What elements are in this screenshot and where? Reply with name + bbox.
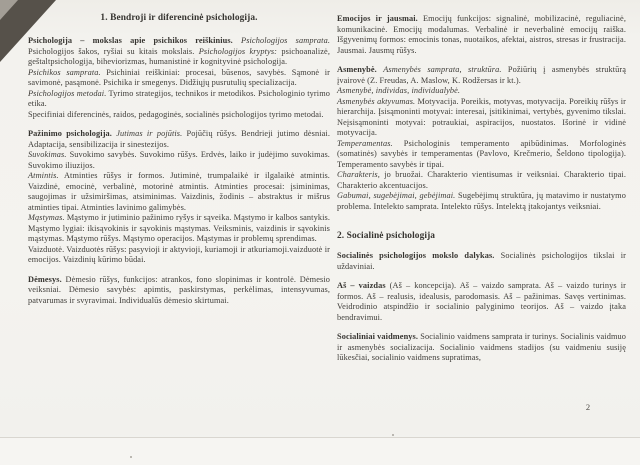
page-corner-fold-tip bbox=[0, 0, 18, 20]
text-run: psichoanalizė, geštaltpsichologija, biheviorizmas, humanistinė ir kognityvinė psichologija. bbox=[28, 46, 330, 66]
text-run: 2. Socialinė psichologija bbox=[337, 231, 436, 241]
paragraph bbox=[28, 150, 330, 171]
text-run: Temperamentas. bbox=[337, 138, 393, 148]
paragraph bbox=[28, 213, 330, 245]
text-run: Psichiniai reiškiniai: procesai, būsenos, savybės. Sąmonė ir savimonė, pasąmonė. Psichika ir smegenys. Didžiųjų pusrutulių specializacija. bbox=[28, 67, 330, 87]
text-run: Asmenybės aktyvumas. bbox=[337, 96, 416, 106]
paragraph bbox=[337, 191, 626, 212]
paragraph bbox=[337, 332, 626, 364]
paragraph bbox=[337, 251, 626, 272]
text-run: Dėmesys. bbox=[28, 274, 62, 284]
text-run: Socialinės psichologijos tikslai ir uždaviniai. bbox=[337, 251, 626, 271]
paragraph bbox=[337, 86, 626, 97]
paragraph bbox=[337, 170, 626, 191]
text-run: Emocijų funkcijos: signalinė, mobilizacinė, reguliacinė, komunikacinė. Emocijų modalumas. Verbalinė ir neverbalinė emocijų raiška. Išgyvenimų formos: emocinis tonas, nuotaikos, afektai, aistros, stresas ir frustracija. Jausmai. Jausmų rūšys. bbox=[337, 14, 626, 55]
paragraph bbox=[28, 68, 330, 89]
paragraph-gap bbox=[28, 266, 330, 275]
paragraph bbox=[28, 171, 330, 213]
text-run: 1. Bendroji ir diferencinė psichologija. bbox=[100, 13, 258, 23]
text-run: Mąstymas. bbox=[28, 213, 65, 222]
left-column bbox=[28, 12, 330, 306]
text-run: Socialinės psichologijos mokslo dalykas. bbox=[337, 251, 495, 260]
right-column bbox=[337, 14, 626, 364]
paragraph bbox=[28, 110, 330, 121]
text-run: Asmenybės samprata, struktūra. bbox=[383, 65, 502, 74]
paragraph bbox=[28, 275, 330, 307]
text-run: Aš – vaizdas bbox=[337, 281, 386, 290]
paragraph bbox=[337, 139, 626, 171]
section-title bbox=[28, 12, 330, 24]
text-run: Asmenybė. bbox=[337, 65, 384, 74]
text-run: Socialinio vaidmens samprata ir turinys. Socialinis vaidmuo ir asmenybės socializacija. Socialinio vaidmens stadijos (su vaidmeniu susiję lūkesčiai, socialinio vaidmens supratimas, bbox=[337, 332, 626, 362]
text-run: Psichikos samprata. bbox=[28, 67, 101, 77]
paragraph bbox=[28, 129, 330, 150]
paragraph-gap bbox=[337, 272, 626, 281]
text-run: (Aš – koncepcija). Aš – vaizdo samprata. Aš – vaizdo turinys ir formos. Aš – realusis, idealusis, parodomasis. Aš – pažinimas. Savęs vertinimas. Veidrodinio atspindžio ir socialinio palyginimo teorijos. Aš – vaizdo įtaka bendravimui. bbox=[337, 281, 626, 322]
text-run: Emocijos ir jausmai. bbox=[337, 14, 418, 23]
text-run: Dėmesio rūšys, funkcijos: atrankos, fono slopinimas ir kontrolė. Dėmesio veiksniai. Dėmesio savybės: apimtis, paskirstymas, perkėlimas, intensyvumas, patvarumas ir svyravimai. Individualūs dėmesio skirtumai. bbox=[28, 274, 330, 305]
text-run: Mąstymo ir jutiminio pažinimo ryšys ir sąveika. Mąstymo ir kalbos santykis. Mąstymo lygiai: ikisąvokinis ir sąvokinis mąstymas. Veiksminis, vaizdinis ir sąvokinis mąstymas. Mąstymo rūšys. Mąstymo operacijos. Mąstymas ir problemų sprendimas. bbox=[28, 213, 330, 243]
text-run: Psichologijos metodai. bbox=[28, 88, 107, 98]
text-run: Charakteris, bbox=[337, 170, 380, 179]
text-run: Sugebėjimų struktūra, jų matavimo ir nustatymo problema. Intelekto samprata. Intelekto rūšys. Intelektą įtakojantys veiksniai. bbox=[337, 191, 626, 211]
paragraph bbox=[28, 89, 330, 110]
text-run: Specifiniai diferencinės, raidos, pedagoginės, socialinės psichologijos tyrimo metodai. bbox=[28, 109, 324, 119]
text-run: Pažinimo psichologija. bbox=[28, 129, 117, 138]
text-run: Suvokimo savybės. Suvokimo rūšys. Erdvės, laiko ir judėjimo suvokimas. Suvokimo iliuzijos. bbox=[28, 150, 330, 170]
text-run: Asmenybė, individas, individualybė. bbox=[337, 86, 461, 95]
text-run: Gabumai, sugebėjimai, gebėjimai. bbox=[337, 191, 456, 200]
section-heading bbox=[337, 230, 626, 242]
paragraph-gap bbox=[28, 120, 330, 129]
text-run: Pojūčių rūšys. Bendrieji jutimo dėsniai. Adaptacija, sensibilizacija ir sinestezijos. bbox=[28, 129, 330, 149]
text-run: Atmintis. bbox=[28, 171, 59, 180]
text-run: Vaizduotė. Vaizduotės rūšys: pasyvioji ir aktyvioji, kuriamoji ir atkuriamoji.vaizduotė ir emocijos. Vaizdinių kūrimo būdai. bbox=[28, 244, 330, 264]
text-run: Psichologijos kryptys: bbox=[198, 46, 278, 56]
paragraph-gap bbox=[337, 242, 626, 251]
text-run: Psichologinis temperamento apibūdinimas. Morfologinės (somatinės) savybės ir temperamentas (Pavlovo, Krečmerio, Šeldono tipologija). Temperamento savybės ir tipai. bbox=[337, 138, 626, 169]
text-run: Požiūrių į asmenybės struktūrą įvairovė (Z. Freudas, A. Maslow, K. Rodžersas ir kt.). bbox=[337, 65, 626, 85]
text-run: Psichologijos samprata. bbox=[241, 36, 330, 45]
paragraph bbox=[337, 14, 626, 56]
text-run: jo bruožai. Charakterio vientisumas ir veiksniai. Charakterio tipai. Charakterio akcentuacijos. bbox=[337, 170, 626, 190]
text-run: Socialiniai vaidmenys. bbox=[337, 332, 419, 341]
scan-bottom-margin bbox=[0, 438, 640, 465]
paragraph-gap bbox=[337, 56, 626, 65]
text-run: Psichologijos šakos, ryšiai su kitais mokslais. bbox=[28, 46, 199, 56]
scan-speck bbox=[130, 456, 132, 458]
paragraph bbox=[337, 97, 626, 139]
paragraph-gap bbox=[337, 323, 626, 332]
page-number: 2 bbox=[585, 402, 591, 412]
text-run: Atminties rūšys ir formos. Jutiminė, trumpalaikė ir ilgalaikė atmintis. Vaizdinė, emocinė, verbalinė, motorinė atmintis. Atminties procesai: įsiminimas, saugojimas ir užsimiršimas, atsiminimas. Vaizdinis, žodinis – abstraktus ir mišrus atminties tipai. Atminties lavinimo galimybės. bbox=[28, 171, 330, 212]
paragraph bbox=[337, 65, 626, 86]
text-run: Jutimas ir pojūtis. bbox=[116, 129, 183, 138]
text-run: Motyvacija. Poreikis, motyvas, motyvacija. Poreikių rūšys ir hierarchija. Įsisąmoninti motyvai: interesai, įsitikinimai, vertybės, gyvenimo tikslai. Neįsisąmoninti motyvai: potraukiai, aspiracijos, nuostatos. Išorinė ir vidinė motyvacija. bbox=[337, 96, 626, 137]
paragraph-gap bbox=[337, 212, 626, 230]
text-run: Tyrimo strategijos, technikos ir metodikos. Psichologinio tyrimo etika. bbox=[28, 88, 330, 108]
scan-speck bbox=[392, 434, 394, 436]
text-run: Psichologija – mokslas apie psichikos reiškinius. bbox=[28, 36, 242, 45]
paragraph bbox=[337, 281, 626, 323]
paragraph bbox=[28, 36, 330, 68]
paragraph bbox=[28, 245, 330, 266]
text-run: Suvokimas. bbox=[28, 150, 67, 159]
